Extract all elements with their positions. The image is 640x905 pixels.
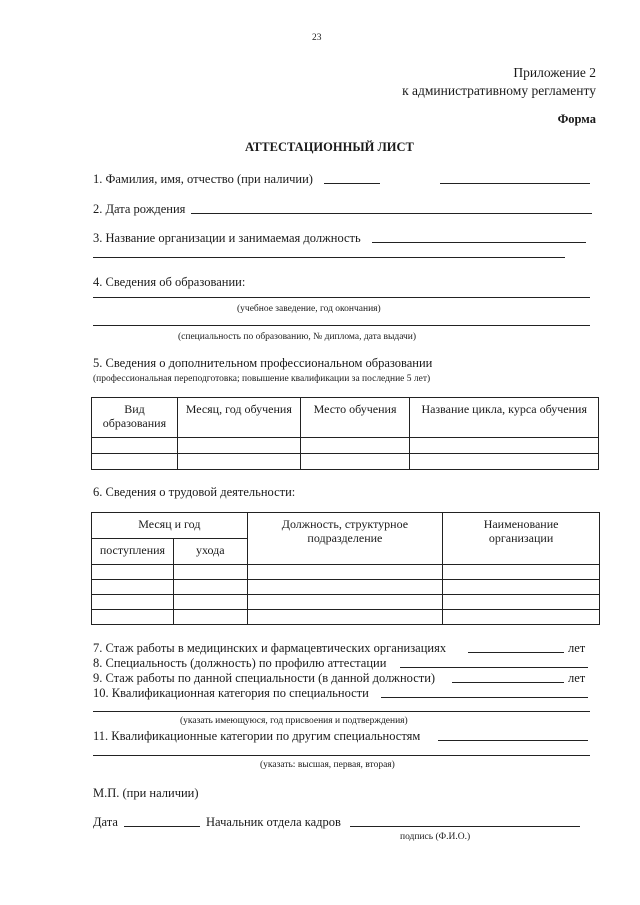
- date-line[interactable]: [124, 826, 200, 827]
- t5-col-date: Месяц, год обучения: [177, 398, 300, 438]
- field-11-hint: (указать: высшая, первая, вторая): [260, 760, 395, 770]
- education-table: [91, 397, 599, 470]
- table-cell[interactable]: [443, 565, 600, 580]
- field-8-label: 8. Специальность (должность) по профилю аттестации: [93, 656, 387, 670]
- field-4-hint-2: (специальность по образованию, № диплома, дата выдачи): [178, 332, 417, 342]
- t5-col-type: Вид образования: [92, 398, 178, 438]
- table-cell[interactable]: [300, 438, 410, 454]
- field-5-label: 5. Сведения о дополнительном профессиональном образовании: [93, 356, 433, 370]
- t6-col-position: Должность, структурное подразделение: [247, 513, 442, 565]
- table-cell[interactable]: [92, 580, 174, 595]
- field-4-label: 4. Сведения об образовании:: [93, 275, 246, 289]
- stamp-label: М.П. (при наличии): [93, 786, 199, 800]
- field-4-hint-1: (учебное заведение, год окончания): [237, 304, 381, 314]
- table-cell[interactable]: [173, 595, 247, 610]
- signature-hint: подпись (Ф.И.О.): [400, 832, 471, 842]
- table-cell[interactable]: [173, 565, 247, 580]
- field-7-label: 7. Стаж работы в медицинских и фармацевтических организациях: [93, 641, 447, 655]
- field-10-hint: (указать имеющуюся, год присвоения и подтверждения): [180, 716, 408, 726]
- table-cell[interactable]: [92, 454, 178, 470]
- hr-head-label: Начальник отдела кадров: [206, 815, 341, 829]
- employment-table: [91, 512, 600, 625]
- page-number: 23: [312, 33, 322, 43]
- field-9-line[interactable]: [452, 682, 564, 683]
- form-label: Форма: [557, 112, 596, 126]
- field-6-label: 6. Сведения о трудовой деятельности:: [93, 485, 296, 499]
- field-4-line-1[interactable]: [93, 297, 590, 298]
- field-10-line[interactable]: [381, 697, 588, 698]
- field-9-label: 9. Стаж работы по данной специальности (в данной должности): [93, 671, 436, 685]
- table-cell[interactable]: [443, 610, 600, 625]
- table-cell[interactable]: [247, 565, 442, 580]
- signature-line[interactable]: [350, 826, 580, 827]
- t5-col-place: Место обучения: [300, 398, 410, 438]
- field-10-line-2[interactable]: [93, 711, 590, 712]
- field-1-label: 1. Фамилия, имя, отчество (при наличии): [93, 172, 313, 186]
- table-cell[interactable]: [443, 595, 600, 610]
- table-cell[interactable]: [173, 610, 247, 625]
- table-cell[interactable]: [247, 610, 442, 625]
- table-cell[interactable]: [92, 595, 174, 610]
- appendix-line-1: Приложение 2: [513, 65, 596, 80]
- field-7-line[interactable]: [468, 652, 564, 653]
- appendix-line-2: к административному регламенту: [402, 83, 596, 98]
- field-3-line[interactable]: [372, 242, 586, 243]
- t6-col-start: поступления: [92, 539, 174, 565]
- table-cell[interactable]: [247, 580, 442, 595]
- table-cell[interactable]: [177, 454, 300, 470]
- field-3-line-2[interactable]: [93, 257, 565, 258]
- table-cell[interactable]: [410, 454, 599, 470]
- page-title: АТТЕСТАЦИОННЫЙ ЛИСТ: [245, 140, 414, 154]
- table-cell[interactable]: [443, 580, 600, 595]
- field-9-unit: лет: [568, 671, 586, 685]
- t6-col-organization: Наименование организации: [443, 513, 600, 565]
- table-cell[interactable]: [173, 580, 247, 595]
- t6-col-end: ухода: [173, 539, 247, 565]
- field-1-line-a[interactable]: [324, 183, 380, 184]
- field-11-line[interactable]: [438, 740, 588, 741]
- table-cell[interactable]: [177, 438, 300, 454]
- table-cell[interactable]: [300, 454, 410, 470]
- t6-col-month-year: Месяц и год: [92, 513, 248, 539]
- table-cell[interactable]: [410, 438, 599, 454]
- field-7-unit: лет: [568, 641, 586, 655]
- field-5-hint: (профессиональная переподготовка; повышение квалификации за последние 5 лет): [93, 374, 431, 384]
- field-11-line-2[interactable]: [93, 755, 590, 756]
- table-cell[interactable]: [247, 595, 442, 610]
- date-label: Дата: [93, 815, 118, 829]
- table-cell[interactable]: [92, 610, 174, 625]
- field-3-label: 3. Название организации и занимаемая должность: [93, 231, 361, 245]
- field-10-label: 10. Квалификационная категория по специальности: [93, 686, 369, 700]
- field-2-line[interactable]: [191, 213, 592, 214]
- field-2-label: 2. Дата рождения: [93, 202, 186, 216]
- field-8-line[interactable]: [400, 667, 588, 668]
- field-11-label: 11. Квалификационные категории по другим специальностям: [93, 729, 421, 743]
- table-cell[interactable]: [92, 438, 178, 454]
- field-1-line-b[interactable]: [440, 183, 590, 184]
- t5-col-course: Название цикла, курса обучения: [410, 398, 599, 438]
- table-cell[interactable]: [92, 565, 174, 580]
- field-4-line-2[interactable]: [93, 325, 590, 326]
